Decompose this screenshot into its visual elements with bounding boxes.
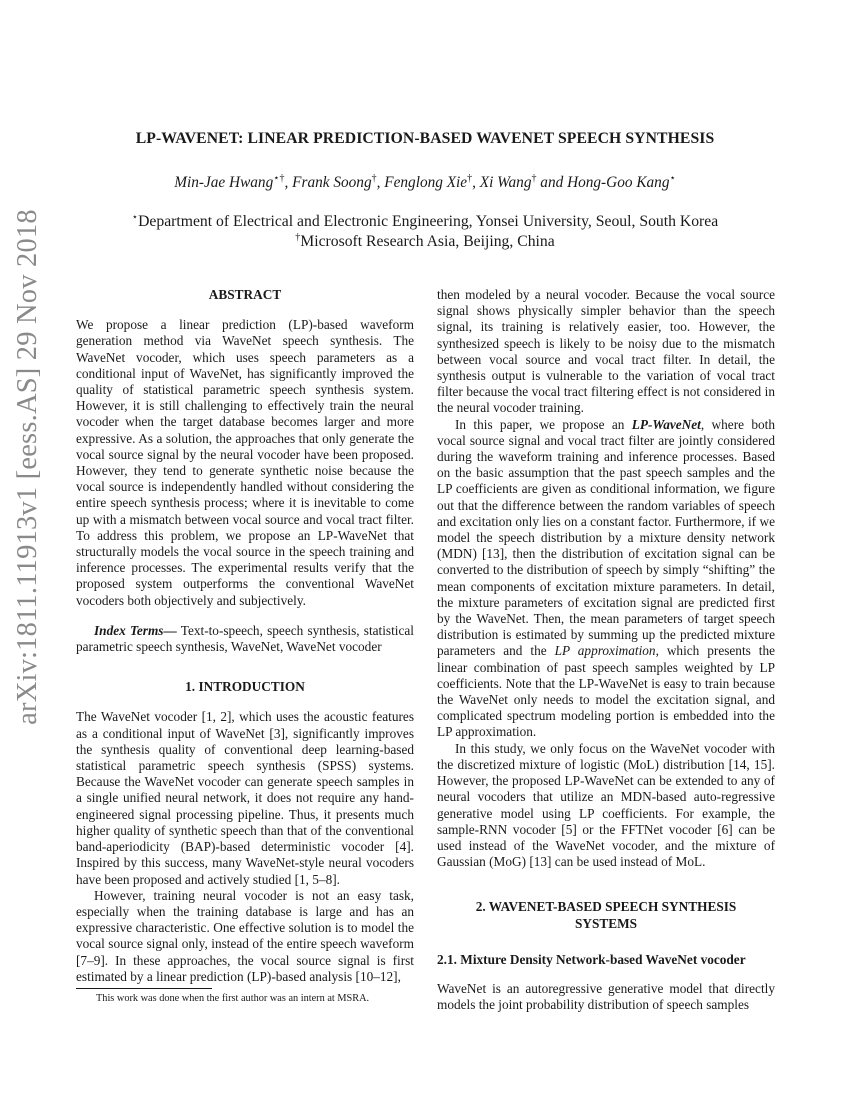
- arxiv-id: arXiv:1811.11913v1 [eess.AS] 29 Nov 2018: [12, 209, 44, 725]
- arxiv-stamp: [3, 209, 53, 725]
- author-separator: and: [536, 174, 568, 192]
- abstract-heading: ABSTRACT: [208, 287, 282, 302]
- left-column: [76, 287, 414, 985]
- affiliation-text: Department of Electrical and Electronic Engineering, Yonsei University, Seoul, South Korea: [138, 213, 719, 231]
- subsection-heading: 2.1. Mixture Density Network-based WaveNet vocoder: [437, 951, 746, 967]
- affiliation: [0, 232, 850, 251]
- author-name: Min-Jae Hwang: [174, 174, 274, 192]
- author-mark: †: [531, 173, 537, 184]
- footnote-rule: [76, 988, 212, 989]
- author-name: Xi Wang: [479, 174, 532, 192]
- affiliation-text: Microsoft Research Asia, Beijing, China: [300, 233, 555, 251]
- paragraph: In this study, we only focus on the WaveNet vocoder with the discretized mixture of logistic (MoL) distribution [14, 15]. However, the proposed LP-WaveNet can be extended to any of neural vocoders that utilize an MDN-based auto-regressive generative model using LP coefficients. For example, the sample-RNN vocoder [5] or the FFTNet vocoder [6] can be used instead of the WaveNet vocoder, and the mixture of Gaussian (MoG) [13] can be used instead of MoL.: [437, 740, 775, 870]
- section-heading: 1. INTRODUCTION: [185, 679, 305, 695]
- index-terms-label: Index Terms—: [94, 622, 177, 638]
- text-run: In this paper, we propose an: [455, 416, 632, 432]
- text-run: , where both vocal source signal and vocal tract filter are jointly considered during the waveform training and inference processes. Based on the basic assumption that the past speech samples and the LP coefficients are given as conditional information, we figure out that the difference between the random variables of speech and excitation only lies on a constant factor. Furthermore, if we model the speech distribution by a mixture density network (MDN) [13], then the distribution of excitation signal can be converted to the distribution of speech by simply “shifting” the mean components of excitation mixture parameters. In detail, the mixture parameters of excitation signal are predicted first by the WaveNet. Then, the mean parameters of target speech distribution is estimated by summing up the predicted mixture parameters and the: [437, 416, 775, 659]
- index-terms: [76, 623, 414, 655]
- paragraph: then modeled by a neural vocoder. Because the vocal source signal shows physically simpler behavior than the speech signal, its training is relatively easier, too. However, the synthesized speech is likely to be noisy due to the mismatch between vocal source and vocal tract filter. In detail, the synthesis output is vulnerable to the variation of vocal tract filter because the vocal tract filtering effect is not considered in the neural vocoder training.: [437, 287, 775, 416]
- text-run: , which presents the linear combination of past speech samples weighted by LP coefficients. Note that the LP-WaveNet is easy to train because the WaveNet only needs to model the excitation signal, and complicated spectrum modeling portion is embedded into the LP approximation.: [437, 643, 775, 740]
- footnote: This work was done when the first author was an intern at MSRA.: [96, 993, 370, 1004]
- section-heading: [437, 899, 775, 931]
- affiliation-mark: †: [295, 232, 301, 243]
- author-name: Hong-Goo Kang: [567, 174, 670, 192]
- section-heading-line: SYSTEMS: [574, 915, 638, 931]
- author-mark: ⋆†: [273, 173, 285, 184]
- affiliation: [0, 212, 850, 231]
- author-mark: ⋆: [669, 173, 676, 184]
- author-separator: ,: [284, 174, 293, 192]
- affiliation-mark: ⋆: [131, 212, 139, 223]
- paper-title: LP-WAVENET: LINEAR PREDICTION-BASED WAVENET SPEECH SYNTHESIS: [135, 130, 715, 147]
- author-separator: ,: [376, 174, 385, 192]
- right-column: [437, 287, 775, 1013]
- paragraph: [437, 417, 775, 741]
- author-name: Frank Soong: [292, 174, 372, 192]
- term-lp-wavenet: LP-WaveNet: [631, 416, 701, 432]
- author-name: Fenglong Xie: [384, 174, 468, 192]
- term-lp-approximation: LP approximation: [554, 643, 656, 659]
- author-mark: †: [467, 173, 473, 184]
- paragraph: WaveNet is an autoregressive generative model that directly models the joint probability distribution of speech samples: [437, 980, 775, 1013]
- abstract-text: We propose a linear prediction (LP)-based waveform generation method via WaveNet speech synthesis. The WaveNet vocoder, which uses speech parameters as a conditional input of WaveNet, has significantly improved the quality of statistical parametric speech synthesis system. However, it is still challenging to effectively train the neural vocoder when the target database becomes larger and more expressive. As a solution, the approaches that only generate the vocal source signal by the neural vocoder have been proposed. However, they tend to generate synthetic noise because the vocal source is independently handled without considering the entire speech synthesis process; where it is inevitable to come up with a mismatch between vocal source and vocal tract filter. To address this problem, we propose an LP-WaveNet that structurally models the vocal source in the speech training and inference processes. The experimental results verify that the proposed system outperforms the conventional WaveNet vocoders both objectively and subjectively.: [76, 317, 414, 608]
- paragraph: However, training neural vocoder is not an easy task, especially when the training database is large and has an expressive characteristic. One effective solution is to model the vocal source signal only, instead of the entire speech waveform [7–9]. In these approaches, the vocal source signal is first estimated by a linear prediction (LP)-based analysis [10–12],: [76, 887, 414, 984]
- author-mark: †: [371, 173, 377, 184]
- author-list: [0, 173, 850, 192]
- author-separator: ,: [472, 174, 480, 192]
- index-terms-text: Text-to-speech, speech synthesis, statistical parametric speech synthesis, WaveNet, WaveNet vocoder: [76, 622, 414, 655]
- section-heading-line: 2. WAVENET-BASED SPEECH SYNTHESIS: [475, 899, 737, 915]
- paragraph: The WaveNet vocoder [1, 2], which uses the acoustic features as a conditional input of WaveNet [3], significantly improves the synthesis quality of conventional deep learning-based statistical parametric speech synthesis (SPSS) systems. Because the WaveNet vocoder can generate speech samples in a single unified neural network, it does not require any hand-engineered signal processing pipeline. Thus, it presents much higher quality of synthetic speech than that of the conventional band-aperiodicity (BAP)-based deterministic vocoder [4]. Inspired by this success, many WaveNet-style neural vocoders have been proposed and actively studied [1, 5–8].: [76, 709, 414, 887]
